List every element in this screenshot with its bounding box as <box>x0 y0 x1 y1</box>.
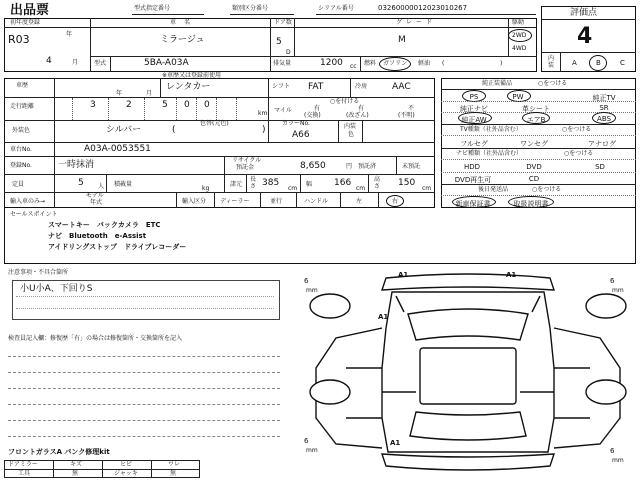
history-value: レンタカー <box>166 82 211 92</box>
tv-analog: アナログ <box>588 140 616 148</box>
mileage-swap: 有 <box>314 105 321 112</box>
legend-header-3: ヒビ <box>120 461 133 468</box>
navi-note: ○をつける <box>564 150 594 157</box>
car-name: ミラージュ <box>160 35 205 45</box>
color-paren-close: ) <box>262 125 266 135</box>
legend-value-1: 工具 <box>18 470 31 477</box>
dvd-cd: CD <box>528 175 540 183</box>
color-label: 外装色 <box>12 127 31 134</box>
tire-depth-rear-right: 6 <box>610 447 615 455</box>
import-label: 輸入車のみ→ <box>10 198 46 205</box>
tire-depth-unit-rl: mm <box>306 447 318 454</box>
dvd-playback-label: DVD再生可 <box>454 176 492 184</box>
equip-sr: SR <box>599 104 609 112</box>
selling-point-1: スマートキー バックカメラ ETC <box>48 221 161 229</box>
history-year-unit: 年 <box>116 90 123 97</box>
import-category-label: 輸入区分 <box>182 198 207 205</box>
legend-header-4: ワレ <box>168 461 181 468</box>
recycle-amount: 8,650 <box>300 161 326 171</box>
drive-2wd: 2WD <box>512 32 527 39</box>
door-count-label: ドア数 <box>274 19 292 26</box>
dims-label: 諸元 <box>230 181 243 188</box>
registration-month: 4 <box>46 56 52 66</box>
grade-label: グレード <box>396 19 437 26</box>
mileage-digit-3: 5 <box>162 100 168 110</box>
handle-label: ハンドル <box>304 198 329 205</box>
ac-value: AAC <box>392 82 411 92</box>
tire-depth-rear-left: 6 <box>304 437 309 445</box>
fuel-paren-open: ( <box>442 60 445 67</box>
recycle-label-2: 預託金 <box>236 164 255 171</box>
width-label: 幅 <box>306 181 313 188</box>
tv-fullseg: フルセグ <box>460 140 488 148</box>
registration-month-unit: 月 <box>72 59 79 66</box>
notes-handwritten: 小U小A、下回りS <box>20 284 93 294</box>
post-manual-circle <box>508 196 554 208</box>
score-label: 評価点 <box>570 8 598 18</box>
door-count: 5 <box>276 37 282 47</box>
length-unit: cm <box>288 185 298 192</box>
damage-a1-top: A1 <box>398 271 409 279</box>
diesel-label: 軽油 <box>418 60 431 67</box>
history-month-unit: 月 <box>146 90 153 97</box>
mileage-tamper-sub: (改ざん) <box>346 112 369 119</box>
interior-grade-a: A <box>572 59 577 67</box>
color-header: 色替(元色) <box>200 120 229 127</box>
equip-navi: 純正ナビ <box>460 105 488 113</box>
height-value: 150 <box>398 178 416 188</box>
drive-2wd-circle <box>508 29 532 42</box>
interior-grade-b: B <box>596 59 601 67</box>
legend-value-4: 無 <box>170 470 177 477</box>
interior-grade-c: C <box>620 59 625 67</box>
color-paren-open: ( <box>172 125 176 135</box>
mileage-digit-2: 2 <box>126 100 132 110</box>
grade-value: M <box>398 35 406 45</box>
chassis-label: 車台No. <box>10 146 32 153</box>
interior-color-label-2: 色 <box>348 131 355 138</box>
tire-depth-unit-rr: mm <box>612 457 624 464</box>
handle-right: 右 <box>392 198 399 205</box>
width-value: 166 <box>334 178 352 188</box>
car-name-label: 車名 <box>170 19 199 26</box>
capacity-label: 定員 <box>12 181 25 188</box>
selling-point-3: アイドリングストップ ドライブレコーダー <box>48 243 187 251</box>
import-parallel: 並行 <box>270 198 283 205</box>
fuel-value: ガソリン <box>383 60 408 67</box>
equip-aw: 純正AW <box>461 116 487 124</box>
model-year-label-1: モデル <box>86 192 104 199</box>
post-warranty: 新車保証書 <box>455 200 491 208</box>
tv-oneseg: ワンセグ <box>520 140 548 148</box>
height-label-1: 高 <box>374 176 381 183</box>
recycle-status: 預託済 <box>358 163 377 170</box>
mileage-tamper: 有 <box>358 105 365 112</box>
mileage-note: ○を付ける <box>330 98 360 105</box>
model-year-label-2: 年式 <box>90 199 103 206</box>
inspector-note: 検査員記入欄：修復歴「有」の場合は修復箇所・交換箇所を記入 <box>8 335 183 342</box>
type-designation-label: 型式指定番号 <box>134 5 171 12</box>
post-warranty-circle <box>452 196 496 208</box>
recycle-unpaid: 未預託 <box>402 163 421 170</box>
door-count-unit: D <box>286 49 291 56</box>
post-manual: 取扱説明書 <box>513 200 549 208</box>
interior-label-1: 内 <box>548 55 555 62</box>
tv-note: ○をつける <box>562 126 592 133</box>
tire-depth-unit-fr: mm <box>612 287 624 294</box>
document-title: 出品票 <box>10 3 50 18</box>
mileage-digit-4: 0 <box>184 100 190 110</box>
load-unit: kg <box>202 185 210 192</box>
drive-label: 駆動 <box>512 19 525 26</box>
chassis-value: A03A-0053551 <box>84 144 151 154</box>
length-value: 385 <box>262 178 280 188</box>
serial-number: 03260000012023010267 <box>378 4 468 12</box>
interior-color-label-1: 内装 <box>344 123 357 130</box>
mileage-label: 走行距離 <box>10 103 35 110</box>
mileage-unit: km <box>258 110 268 117</box>
handle-left: 左 <box>356 198 363 205</box>
handle-right-circle <box>386 195 404 207</box>
capacity-value: 5 <box>78 178 84 188</box>
model-label: 型式 <box>94 60 107 67</box>
recycle-label-1: リサイクル <box>232 157 262 164</box>
notes-title: 注意事項・不具合箇所 <box>8 269 69 276</box>
navi-hdd: HDD <box>463 163 481 171</box>
color-code: A66 <box>292 130 310 140</box>
post-title: 後日発送品 <box>478 186 509 193</box>
model-value: 5BA-A03A <box>144 58 189 68</box>
equip-aw-circle <box>458 112 492 124</box>
tv-title: TV種類（社外品含む） <box>460 126 522 133</box>
equip-leather: 革シート <box>522 105 550 113</box>
fuel-label: 燃料 <box>364 60 377 67</box>
shift-label: シフト <box>272 83 291 90</box>
mile-label: マイル <box>274 107 292 114</box>
mileage-digit-1: 3 <box>90 100 96 110</box>
reg-no-label: 登録No. <box>10 162 32 169</box>
equip-pw: PW <box>512 93 524 101</box>
mileage-swap-sub: (交換) <box>304 112 321 119</box>
selling-points-title: セールスポイント <box>10 211 58 218</box>
recycle-unit: 円 <box>346 163 353 170</box>
capacity-unit: 人 <box>98 183 105 190</box>
mileage-unknown-sub: (不明) <box>398 112 415 119</box>
selling-point-2: ナビ Bluetooth e-Assist <box>48 232 147 240</box>
damage-a1-left: A1 <box>378 313 389 321</box>
legend-value-2: 無 <box>72 470 79 477</box>
equip-airbag-circle <box>522 112 550 124</box>
equip-airbag: エアB <box>526 116 546 124</box>
equipment-title: 純正装備品 <box>482 80 513 87</box>
fuel-paren-close: ) <box>500 60 503 67</box>
tire-depth-front-left: 6 <box>304 277 309 285</box>
color-value: シルバー <box>106 125 142 135</box>
legend-header-1: ドアミラー <box>8 461 38 468</box>
ac-label: 冷房 <box>355 83 368 90</box>
fuel-circle <box>379 57 411 71</box>
navi-sd: SD <box>595 163 605 171</box>
legend-value-3: ジャッキ <box>114 470 138 477</box>
equip-tv: 純正TV <box>592 94 616 102</box>
equip-abs: ABS <box>597 115 611 123</box>
tire-depth-unit-fl: mm <box>306 287 318 294</box>
registration-year: R03 <box>8 33 30 46</box>
serial-number-label: シリアル番号 <box>318 5 354 12</box>
displacement-unit: cc <box>350 63 357 70</box>
history-note: ※車歴又は登録前使用 <box>162 72 222 79</box>
shift-value: FAT <box>308 82 324 92</box>
bottom-note: フロントガラスA パンク修理kit <box>8 448 110 456</box>
first-registration-label: 初年度登録 <box>10 19 41 26</box>
mileage-digit-5: 0 <box>204 100 210 110</box>
navi-dvd: DVD <box>526 163 542 171</box>
color-code-label: カラーNo. <box>282 120 310 127</box>
equip-abs-circle <box>592 112 616 124</box>
damage-a1-top-right: A1 <box>506 271 517 279</box>
interior-label-2: 装 <box>548 62 555 69</box>
history-label: 車歴 <box>16 82 29 89</box>
displacement-label: 排気量 <box>273 60 292 67</box>
registration-year-unit: 年 <box>66 31 73 38</box>
height-label-2: さ <box>374 183 381 190</box>
width-unit: cm <box>356 185 366 192</box>
score-value: 4 <box>577 24 593 49</box>
post-note: ○をつける <box>532 186 562 193</box>
interior-grade-circle <box>589 55 607 71</box>
legend-header-2: キズ <box>70 461 82 468</box>
equip-ps: PS <box>469 93 479 101</box>
displacement-value: 1200 <box>320 58 343 68</box>
length-label-2: さ <box>250 183 257 190</box>
mileage-unknown: 不 <box>408 105 415 112</box>
damage-a1-bottom: A1 <box>390 439 401 447</box>
height-unit: cm <box>422 185 432 192</box>
title-box <box>4 4 68 18</box>
tire-depth-front-right: 6 <box>610 277 615 285</box>
category-number-label: 類別区分番号 <box>232 5 269 12</box>
car-damage-diagram <box>296 268 640 478</box>
load-label: 積載量 <box>114 181 133 188</box>
import-dealer: ディーラー <box>220 198 250 205</box>
navi-title: ナビ種類（社外品含む） <box>456 150 523 157</box>
equipment-note: ○をつける <box>538 80 568 87</box>
drive-4wd: 4WD <box>512 45 527 52</box>
reg-no-value: 一時抹消 <box>58 160 95 170</box>
length-label-1: 長 <box>250 176 257 183</box>
